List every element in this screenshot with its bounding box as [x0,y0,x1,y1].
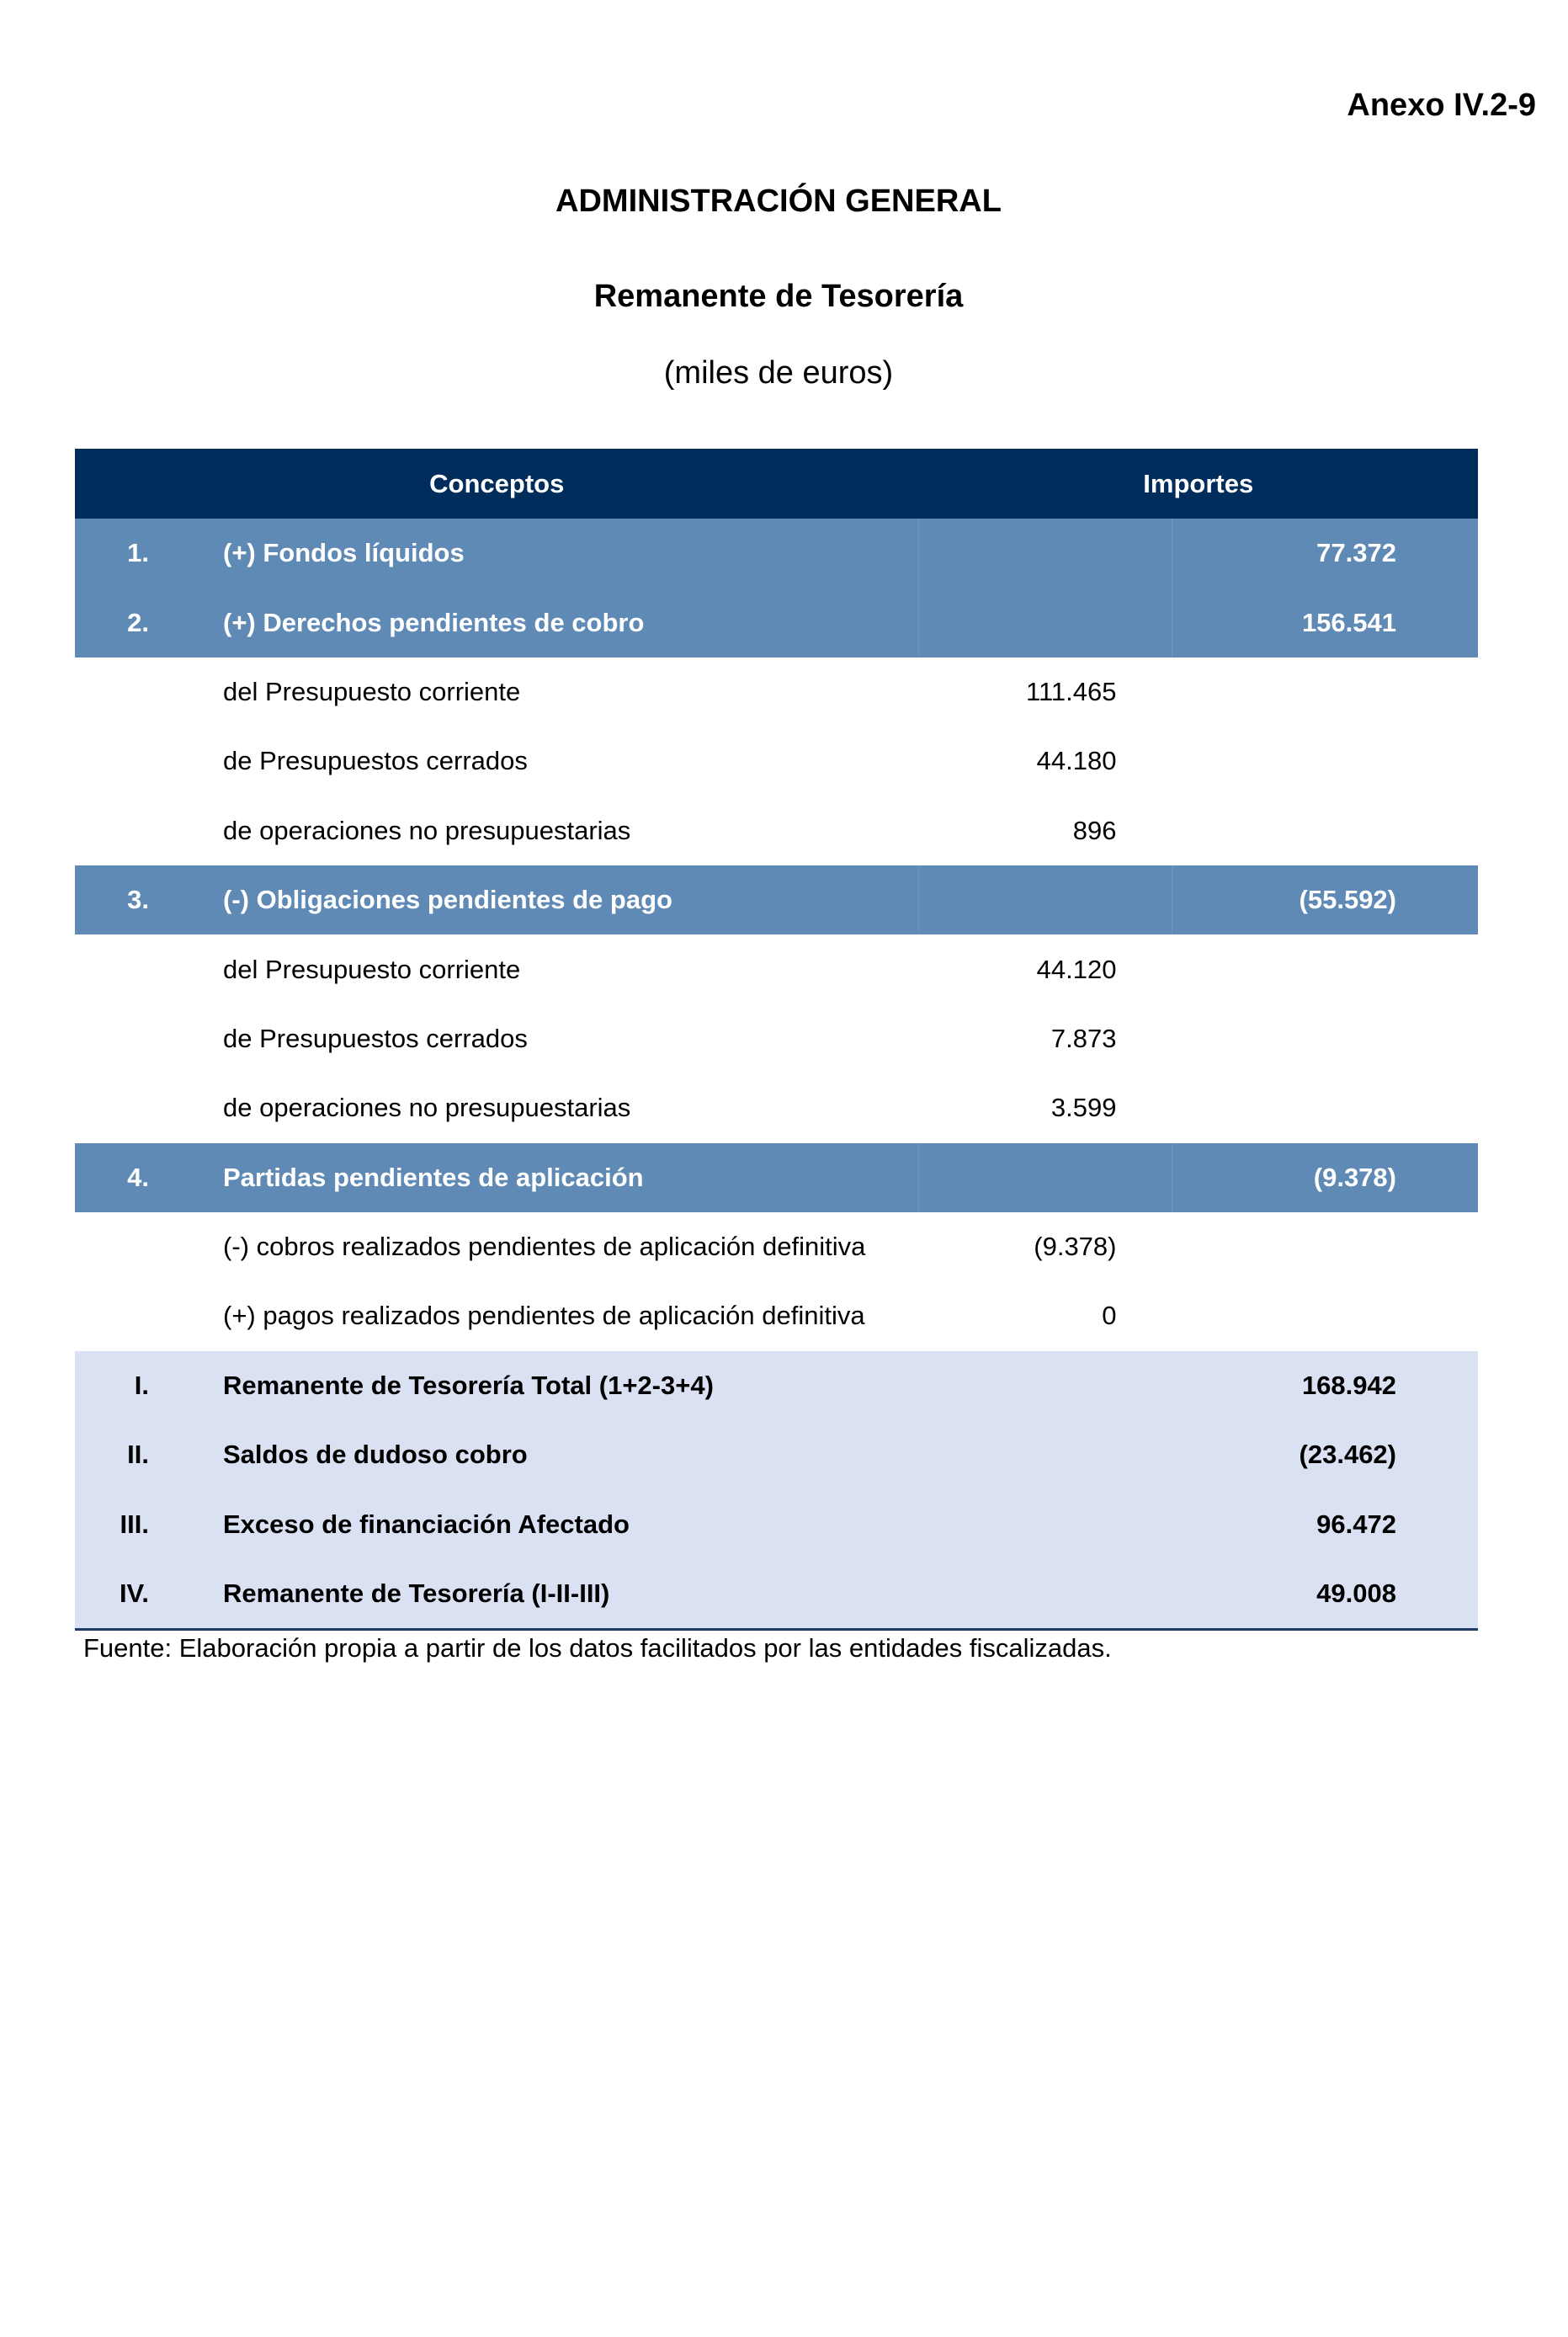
row-number [75,657,149,727]
row-label: Remanente de Tesorería Total (1+2-3+4) [149,1351,919,1420]
row-number [75,1281,149,1350]
row-number: III. [75,1489,149,1558]
row-label: de Presupuestos cerrados [223,746,528,776]
table-row [75,865,1478,934]
row-label: (+) pagos realizados pendientes de aplicación definitiva [223,1301,865,1331]
row-label: de operaciones no presupuestarias [223,815,631,845]
row-number: 4. [75,1143,149,1212]
row-amount [1172,657,1479,727]
table-row [75,1351,1478,1420]
row-amount: 49.008 [1172,1559,1479,1630]
row-subamount [919,1489,1172,1558]
table-row [75,1073,1478,1142]
row-label: (-) Obligaciones pendientes de pago [149,865,919,934]
row-label: de operaciones no presupuestarias [223,1093,631,1123]
row-subamount [919,1559,1172,1630]
row-subamount: 3.599 [1050,1093,1117,1123]
row-subamount: (9.378) [1034,1232,1117,1262]
table-row [75,934,1478,1003]
row-number: 3. [75,865,149,934]
table-row [75,796,1478,865]
table-row [75,1004,1478,1073]
row-label: (-) cobros realizados pendientes de aplicación definitiva [223,1232,866,1262]
row-amount: (9.378) [1172,1143,1479,1212]
row-label: de Presupuestos cerrados [223,1023,528,1053]
table-row [75,1420,1478,1489]
row-number: II. [75,1420,149,1489]
row-subamount: 896 [1072,815,1117,845]
row-number [75,934,149,1003]
row-number: 2. [75,588,149,657]
row-amount [1172,727,1479,796]
treasury-remainder-table [75,449,1478,1631]
units-label: (miles de euros) [663,355,894,391]
row-number [75,727,149,796]
row-number [75,1073,149,1142]
row-amount [1172,796,1479,865]
row-label: (+) Fondos líquidos [149,519,919,588]
row-label: del Presupuesto corriente [223,676,521,706]
row-number [75,1212,149,1281]
table-title: Remanente de Tesorería [593,279,964,314]
row-subamount: 111.465 [1026,676,1117,706]
row-amount: 168.942 [1172,1351,1479,1420]
table-row [75,588,1478,657]
row-number [75,796,149,865]
table-row [75,1559,1478,1630]
row-number: 1. [75,519,149,588]
row-label: Partidas pendientes de aplicación [149,1143,919,1212]
row-amount [1172,1073,1479,1142]
row-subamount [919,1351,1172,1420]
row-amount [1172,934,1479,1003]
source-footnote: Fuente: Elaboración propia a partir de los datos facilitados por las entidades fiscalizadas. [83,1633,1112,1663]
row-amount [1172,1281,1479,1350]
row-amount: 156.541 [1172,588,1479,657]
row-number: IV. [75,1559,149,1630]
row-subamount [919,1143,1172,1212]
row-subamount: 44.120 [1036,954,1117,984]
table-row [75,1212,1478,1281]
header-amounts: Importes [919,449,1479,519]
table-row [75,1489,1478,1558]
row-subamount [919,519,1172,588]
row-subamount [919,1420,1172,1489]
row-amount [1172,1212,1479,1281]
table-row [75,519,1478,588]
row-amount: 96.472 [1172,1489,1479,1558]
row-subamount: 7.873 [1050,1023,1117,1053]
table-header [75,449,1478,519]
row-label: del Presupuesto corriente [223,954,521,984]
row-label: (+) Derechos pendientes de cobro [149,588,919,657]
row-amount: (55.592) [1172,865,1479,934]
row-number: I. [75,1351,149,1420]
row-amount: (23.462) [1172,1420,1479,1489]
annex-label: Anexo IV.2-9 [1347,88,1536,123]
row-label: Exceso de financiación Afectado [149,1489,919,1558]
row-number [75,1004,149,1073]
row-label: Remanente de Tesorería (I-II-III) [149,1559,919,1630]
table-row [75,1281,1478,1350]
row-subamount [919,588,1172,657]
table-row [75,657,1478,727]
table-row [75,727,1478,796]
page-title: ADMINISTRACIÓN GENERAL [555,184,1002,219]
header-concepts: Conceptos [75,449,919,519]
row-subamount [919,865,1172,934]
row-label: Saldos de dudoso cobro [149,1420,919,1489]
row-subamount: 44.180 [1036,746,1117,776]
row-amount: 77.372 [1172,519,1479,588]
row-subamount: 0 [1102,1301,1117,1331]
table-row [75,1143,1478,1212]
row-amount [1172,1004,1479,1073]
